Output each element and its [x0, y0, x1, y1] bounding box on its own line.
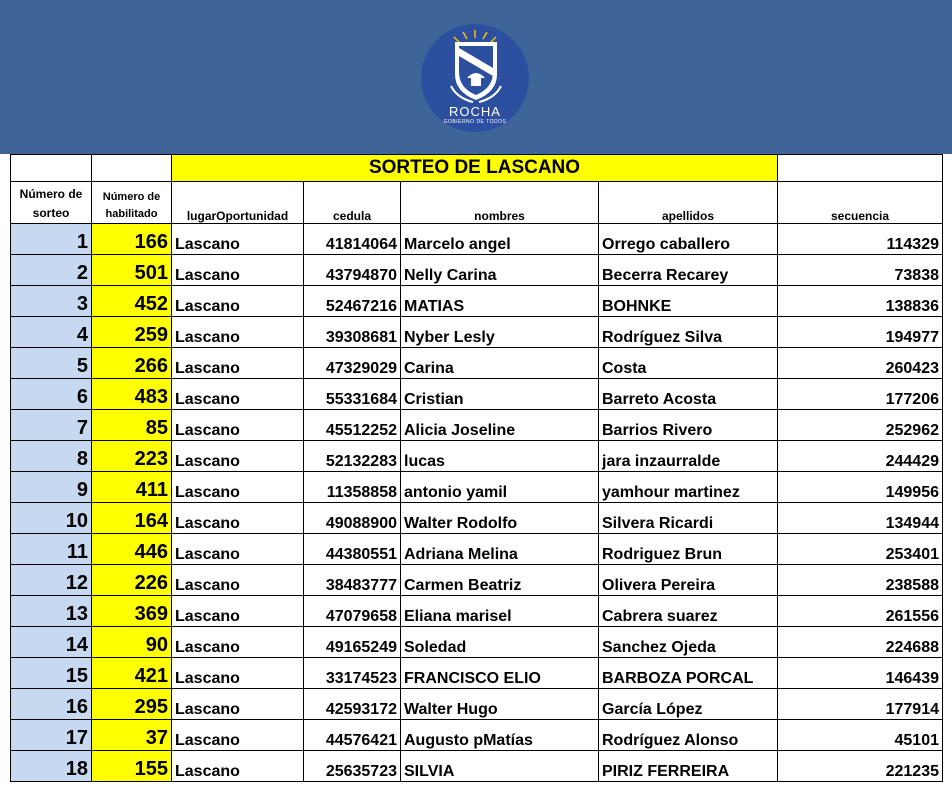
title-blank-cell: [11, 155, 92, 182]
table-row: [11, 503, 943, 534]
secuencia-cell: 177914: [778, 689, 943, 720]
secuencia-cell: 114329: [778, 224, 943, 255]
header-habilitado-line1: Número de: [102, 191, 161, 203]
numero-habilitado-cell: 483: [92, 379, 172, 410]
secuencia-cell: 244429: [778, 441, 943, 472]
apellidos-cell: García López: [599, 689, 778, 720]
lugar-cell: Lascano: [172, 348, 304, 379]
nombres-cell: Nyber Lesly: [401, 317, 599, 348]
secuencia-cell: 261556: [778, 596, 943, 627]
logo-subtitle: GOBIERNO DE TODOS: [443, 119, 507, 125]
cedula-cell: 44576421: [304, 720, 401, 751]
table-row: [11, 255, 943, 286]
nombres-cell: lucas: [401, 441, 599, 472]
table-row: [11, 596, 943, 627]
numero-habilitado-cell: 295: [92, 689, 172, 720]
secuencia-cell: 221235: [778, 751, 943, 782]
nombres-cell: Carmen Beatriz: [401, 565, 599, 596]
numero-sorteo-cell: 12: [11, 565, 92, 596]
numero-habilitado-cell: 266: [92, 348, 172, 379]
cedula-cell: 49088900: [304, 503, 401, 534]
secuencia-cell: 73838: [778, 255, 943, 286]
header-sorteo-line2: sorteo: [32, 206, 70, 220]
secuencia-cell: 138836: [778, 286, 943, 317]
cedula-cell: 43794870: [304, 255, 401, 286]
table-row: [11, 441, 943, 472]
numero-sorteo-cell: 10: [11, 503, 92, 534]
table-row: [11, 472, 943, 503]
cedula-cell: 47329029: [304, 348, 401, 379]
header-nombres: nombres: [401, 182, 599, 224]
numero-sorteo-cell: 3: [11, 286, 92, 317]
table-row: [11, 751, 943, 782]
table-row: [11, 379, 943, 410]
secuencia-cell: 134944: [778, 503, 943, 534]
table-row: [11, 658, 943, 689]
numero-habilitado-cell: 421: [92, 658, 172, 689]
lugar-cell: Lascano: [172, 410, 304, 441]
cedula-cell: 49165249: [304, 627, 401, 658]
numero-sorteo-cell: 15: [11, 658, 92, 689]
apellidos-cell: Barreto Acosta: [599, 379, 778, 410]
numero-habilitado-cell: 369: [92, 596, 172, 627]
apellidos-cell: PIRIZ FERREIRA: [599, 751, 778, 782]
lugar-cell: Lascano: [172, 658, 304, 689]
lugar-cell: Lascano: [172, 720, 304, 751]
numero-sorteo-cell: 17: [11, 720, 92, 751]
secuencia-cell: 238588: [778, 565, 943, 596]
lugar-cell: Lascano: [172, 286, 304, 317]
numero-habilitado-cell: 226: [92, 565, 172, 596]
numero-sorteo-cell: 7: [11, 410, 92, 441]
nombres-cell: Eliana marisel: [401, 596, 599, 627]
table-row: [11, 224, 943, 255]
rocha-logo: [421, 24, 529, 132]
table-row: [11, 286, 943, 317]
numero-habilitado-cell: 259: [92, 317, 172, 348]
lugar-cell: Lascano: [172, 503, 304, 534]
secuencia-cell: 149956: [778, 472, 943, 503]
header-lugar: lugarOportunidad: [172, 182, 304, 224]
header-sorteo-line1: Número de: [19, 187, 83, 201]
nombres-cell: Nelly Carina: [401, 255, 599, 286]
lugar-cell: Lascano: [172, 596, 304, 627]
cedula-cell: 25635723: [304, 751, 401, 782]
header-habilitado-line2: habilitado: [105, 208, 158, 220]
header-banner: [0, 0, 952, 154]
secuencia-cell: 194977: [778, 317, 943, 348]
cedula-cell: 11358858: [304, 472, 401, 503]
apellidos-cell: Olivera Pereira: [599, 565, 778, 596]
lugar-cell: Lascano: [172, 534, 304, 565]
numero-habilitado-cell: 166: [92, 224, 172, 255]
lugar-cell: Lascano: [172, 565, 304, 596]
table-row: [11, 627, 943, 658]
numero-sorteo-cell: 11: [11, 534, 92, 565]
header-apellidos: apellidos: [599, 182, 778, 224]
nombres-cell: Adriana Melina: [401, 534, 599, 565]
cedula-cell: 55331684: [304, 379, 401, 410]
header-numero-habilitado: [92, 182, 172, 224]
nombres-cell: SILVIA: [401, 751, 599, 782]
cedula-cell: 45512252: [304, 410, 401, 441]
logo-title: ROCHA: [449, 104, 501, 119]
numero-habilitado-cell: 155: [92, 751, 172, 782]
nombres-cell: Carina: [401, 348, 599, 379]
table-row: [11, 689, 943, 720]
numero-sorteo-cell: 9: [11, 472, 92, 503]
cedula-cell: 38483777: [304, 565, 401, 596]
table-header-row: [11, 182, 943, 224]
lugar-cell: Lascano: [172, 379, 304, 410]
lugar-cell: Lascano: [172, 472, 304, 503]
cedula-cell: 52467216: [304, 286, 401, 317]
lugar-cell: Lascano: [172, 255, 304, 286]
cedula-cell: 47079658: [304, 596, 401, 627]
table-row: [11, 534, 943, 565]
table-row: [11, 565, 943, 596]
title-blank-cell: [92, 155, 172, 182]
cedula-cell: 44380551: [304, 534, 401, 565]
apellidos-cell: BOHNKE: [599, 286, 778, 317]
numero-habilitado-cell: 37: [92, 720, 172, 751]
numero-habilitado-cell: 85: [92, 410, 172, 441]
lugar-cell: Lascano: [172, 627, 304, 658]
numero-habilitado-cell: 164: [92, 503, 172, 534]
secuencia-cell: 253401: [778, 534, 943, 565]
apellidos-cell: Rodríguez Alonso: [599, 720, 778, 751]
cedula-cell: 41814064: [304, 224, 401, 255]
nombres-cell: Marcelo angel: [401, 224, 599, 255]
secuencia-cell: 260423: [778, 348, 943, 379]
lugar-cell: Lascano: [172, 689, 304, 720]
numero-habilitado-cell: 90: [92, 627, 172, 658]
lugar-cell: Lascano: [172, 441, 304, 472]
apellidos-cell: BARBOZA PORCAL: [599, 658, 778, 689]
lugar-cell: Lascano: [172, 317, 304, 348]
apellidos-cell: Rodriguez Brun: [599, 534, 778, 565]
header-cedula: cedula: [304, 182, 401, 224]
numero-sorteo-cell: 8: [11, 441, 92, 472]
apellidos-cell: Orrego caballero: [599, 224, 778, 255]
table-title-row: [11, 155, 943, 182]
sorteo-table: [10, 154, 943, 782]
nombres-cell: Cristian: [401, 379, 599, 410]
cedula-cell: 33174523: [304, 658, 401, 689]
apellidos-cell: Rodríguez Silva: [599, 317, 778, 348]
nombres-cell: Walter Rodolfo: [401, 503, 599, 534]
numero-sorteo-cell: 16: [11, 689, 92, 720]
secuencia-cell: 146439: [778, 658, 943, 689]
numero-sorteo-cell: 2: [11, 255, 92, 286]
nombres-cell: antonio yamil: [401, 472, 599, 503]
apellidos-cell: Silvera Ricardi: [599, 503, 778, 534]
table-row: [11, 348, 943, 379]
numero-habilitado-cell: 446: [92, 534, 172, 565]
apellidos-cell: jara inzaurralde: [599, 441, 778, 472]
numero-sorteo-cell: 1: [11, 224, 92, 255]
numero-habilitado-cell: 223: [92, 441, 172, 472]
numero-sorteo-cell: 13: [11, 596, 92, 627]
apellidos-cell: Cabrera suarez: [599, 596, 778, 627]
apellidos-cell: Sanchez Ojeda: [599, 627, 778, 658]
title-blank-cell: [778, 155, 943, 182]
numero-sorteo-cell: 18: [11, 751, 92, 782]
numero-sorteo-cell: 4: [11, 317, 92, 348]
table-row: [11, 410, 943, 441]
numero-sorteo-cell: 6: [11, 379, 92, 410]
lugar-cell: Lascano: [172, 224, 304, 255]
apellidos-cell: Becerra Recarey: [599, 255, 778, 286]
table-title: SORTEO DE LASCANO: [172, 155, 778, 182]
header-numero-sorteo: [11, 182, 92, 224]
apellidos-cell: Barrios Rivero: [599, 410, 778, 441]
nombres-cell: MATIAS: [401, 286, 599, 317]
nombres-cell: Alicia Joseline: [401, 410, 599, 441]
secuencia-cell: 45101: [778, 720, 943, 751]
secuencia-cell: 177206: [778, 379, 943, 410]
numero-habilitado-cell: 452: [92, 286, 172, 317]
numero-habilitado-cell: 501: [92, 255, 172, 286]
numero-habilitado-cell: 411: [92, 472, 172, 503]
apellidos-cell: yamhour martinez: [599, 472, 778, 503]
header-secuencia: secuencia: [778, 182, 943, 224]
cedula-cell: 39308681: [304, 317, 401, 348]
nombres-cell: Augusto pMatías: [401, 720, 599, 751]
nombres-cell: Soledad: [401, 627, 599, 658]
secuencia-cell: 252962: [778, 410, 943, 441]
lugar-cell: Lascano: [172, 751, 304, 782]
numero-sorteo-cell: 5: [11, 348, 92, 379]
cedula-cell: 52132283: [304, 441, 401, 472]
cedula-cell: 42593172: [304, 689, 401, 720]
secuencia-cell: 224688: [778, 627, 943, 658]
numero-sorteo-cell: 14: [11, 627, 92, 658]
nombres-cell: FRANCISCO ELIO: [401, 658, 599, 689]
table-row: [11, 317, 943, 348]
table-row: [11, 720, 943, 751]
apellidos-cell: Costa: [599, 348, 778, 379]
nombres-cell: Walter Hugo: [401, 689, 599, 720]
